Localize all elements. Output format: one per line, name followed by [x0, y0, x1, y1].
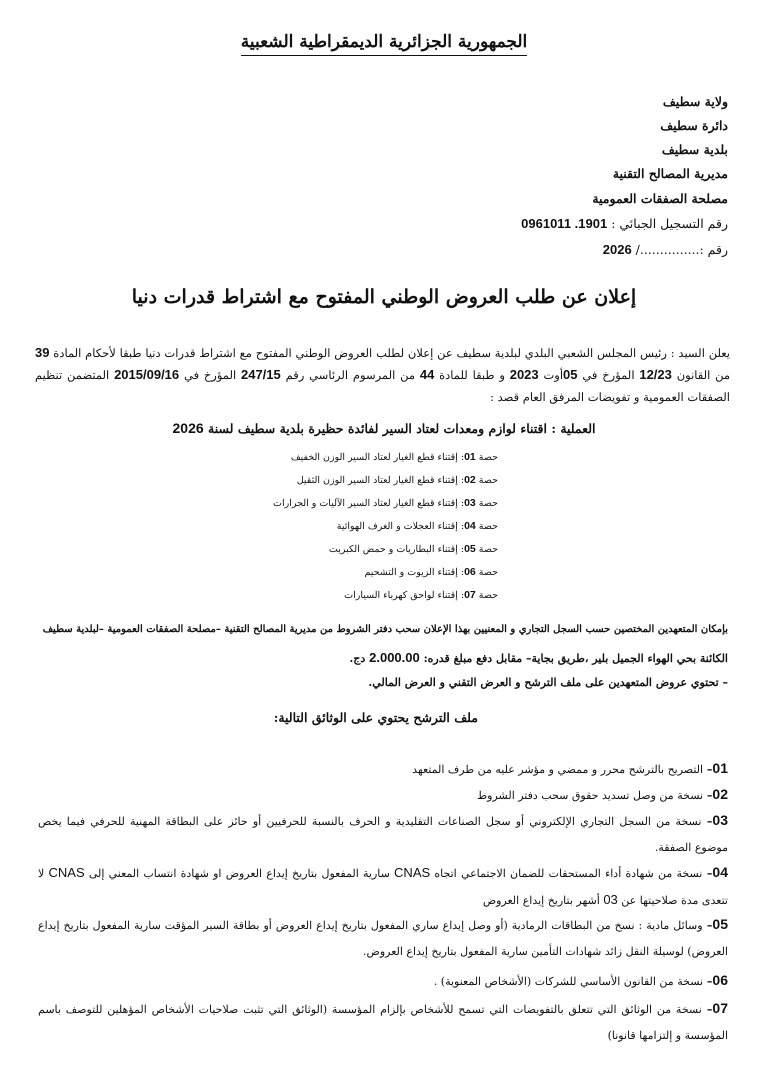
document-item: 03– نسخة من السجل التجاري الإلكتروني أو سجل الصناعات التقليدية و الحرف بالنسبة للحرفيين أو حائز على البطاقة المهنية للحرفي فيما يخص موضوع الصفقة.	[38, 812, 728, 854]
lots-list	[273, 446, 498, 607]
document-item: 07– نسخة من الوثائق التي تتعلق بالتفويضات التي تسمح للأشخاص بإلزام المؤسسة (الوثائق التي تثبت صلاحيات الأشخاص المؤهلين للتوصف باسم المؤسسة و إلتزامها قانونا)	[38, 1000, 728, 1042]
tax-number-line: رقم التسجيل الجبائي : 0961011 .1901	[521, 216, 728, 231]
lot-item: حصة 01: إقتناء قطع الغيار لعتاد السير الوزن الخفيف	[290, 451, 498, 463]
operation-heading: العملية : اقتناء لوازم ومعدات لعتاد السير لفائدة حظيرة بلدية سطيف لسنة 2026	[172, 420, 596, 436]
bidders-line-2: الكائنة بحي الهواء الجميل بلير ،طريق بجاية– مقابل دفع مبلغ قدره: 2.000.00 دج.	[349, 650, 728, 665]
lot-item: حصة 03: إقتناء قطع الغيار لعتاد السير الآليات و الجرارات	[273, 497, 498, 509]
republic-heading: الجمهورية الجزائرية الديمقراطية الشعبية	[0, 32, 768, 52]
reference-year: 2026	[602, 242, 632, 257]
lot-item: حصة 04: إقتناء العجلات و الغرف الهوائية	[336, 520, 498, 532]
lot-item: حصة 02: إقتناء قطع الغيار لعتاد السير الوزن الثقيل	[296, 474, 498, 486]
service-line: مصلحة الصفقات العمومية	[592, 191, 728, 206]
files-heading: ملف الترشح يحتوي على الوثائق التالية:	[273, 710, 478, 725]
withdrawal-amount: 2.000.00	[369, 650, 420, 665]
reference-line: رقم :.............../ 2026	[602, 242, 728, 257]
intro-paragraph: يعلن السيد : رئيس المجلس الشعبي البلدي لبلدية سطيف عن إعلان لطلب العروض الوطني المفتوح مع اشتراط قدرات دنيا طبقا لأحكام المادة 39 من القانون 12/23 المؤرخ في 05أوت 2023 و طبقا للمادة 44 من المرسوم الرئاسي رقم 247/15 المؤرخ في 2015/09/16 المتضمن تنظيم الصفقات العمومية و تفويضات المرفق العام قصد :	[35, 345, 731, 404]
tax-number: 0961011 .1901	[521, 216, 608, 231]
lot-item: حصة 05: إقتناء البطاريات و حمض الكبريت	[328, 543, 498, 555]
lot-item: حصة 06: إقتناء الزيوت و التشحيم	[364, 566, 498, 578]
document-item: 01– التصريح بالترشح محرر و ممضي و مؤشر عليه من طرف المتعهد	[412, 760, 728, 776]
announcement-title: إعلان عن طلب العروض الوطني المفتوح مع اشتراط قدرات دنيا	[131, 286, 637, 308]
document-item: 06– نسخة من القانون الأساسي للشركات (الأشخاص المعنوية) .	[433, 972, 728, 988]
baladia-line: بلدية سطيف	[661, 142, 728, 157]
document-item: 04– نسخة من شهادة أداء المستحقات للضمان الاجتماعي اتجاه CNAS سارية المفعول بتاريخ إيداع العروض او شهادة انتساب المعني إلى CNAS لا تتعدى مدة صلاحيتها عن 03 أشهر بتاريخ إيداع العروض	[38, 864, 728, 907]
document-item: 05– وسائل مادية : نسخ من البطاقات الرمادية (أو وصل إيداع ساري المفعول بتاريخ إيداع العروض أو بطاقة السير المؤقت سارية المفعول بتاريخ إيداع العروض) لوسيلة النقل زائد شهادات التأمين سارية المفعول بتاريخ إيداع العروض.	[38, 916, 728, 958]
wilaya-line: ولاية سطيف	[662, 94, 728, 109]
lot-item: حصة 07: إقتناء لواحق كهرباء السيارات	[344, 589, 498, 601]
daira-line: دائرة سطيف	[660, 118, 728, 133]
bidders-line-3: – تحتوي عروض المتعهدين على ملف الترشح و العرض التقني و العرض المالي.	[368, 676, 728, 689]
directorate-line: مديرية المصالح التقنية	[612, 166, 728, 181]
bidders-line-1: بإمكان المتعهدين المختصين حسب السجل التجاري و المعنيين بهذا الإعلان سحب دفتر الشروط من مديرية المصالح التقنية –مصلحة الصفقات العمومية –لبلدية سطيف	[42, 624, 728, 635]
document-item: 02– نسخة من وصل تسديد حقوق سحب دفتر الشروط	[476, 786, 728, 802]
